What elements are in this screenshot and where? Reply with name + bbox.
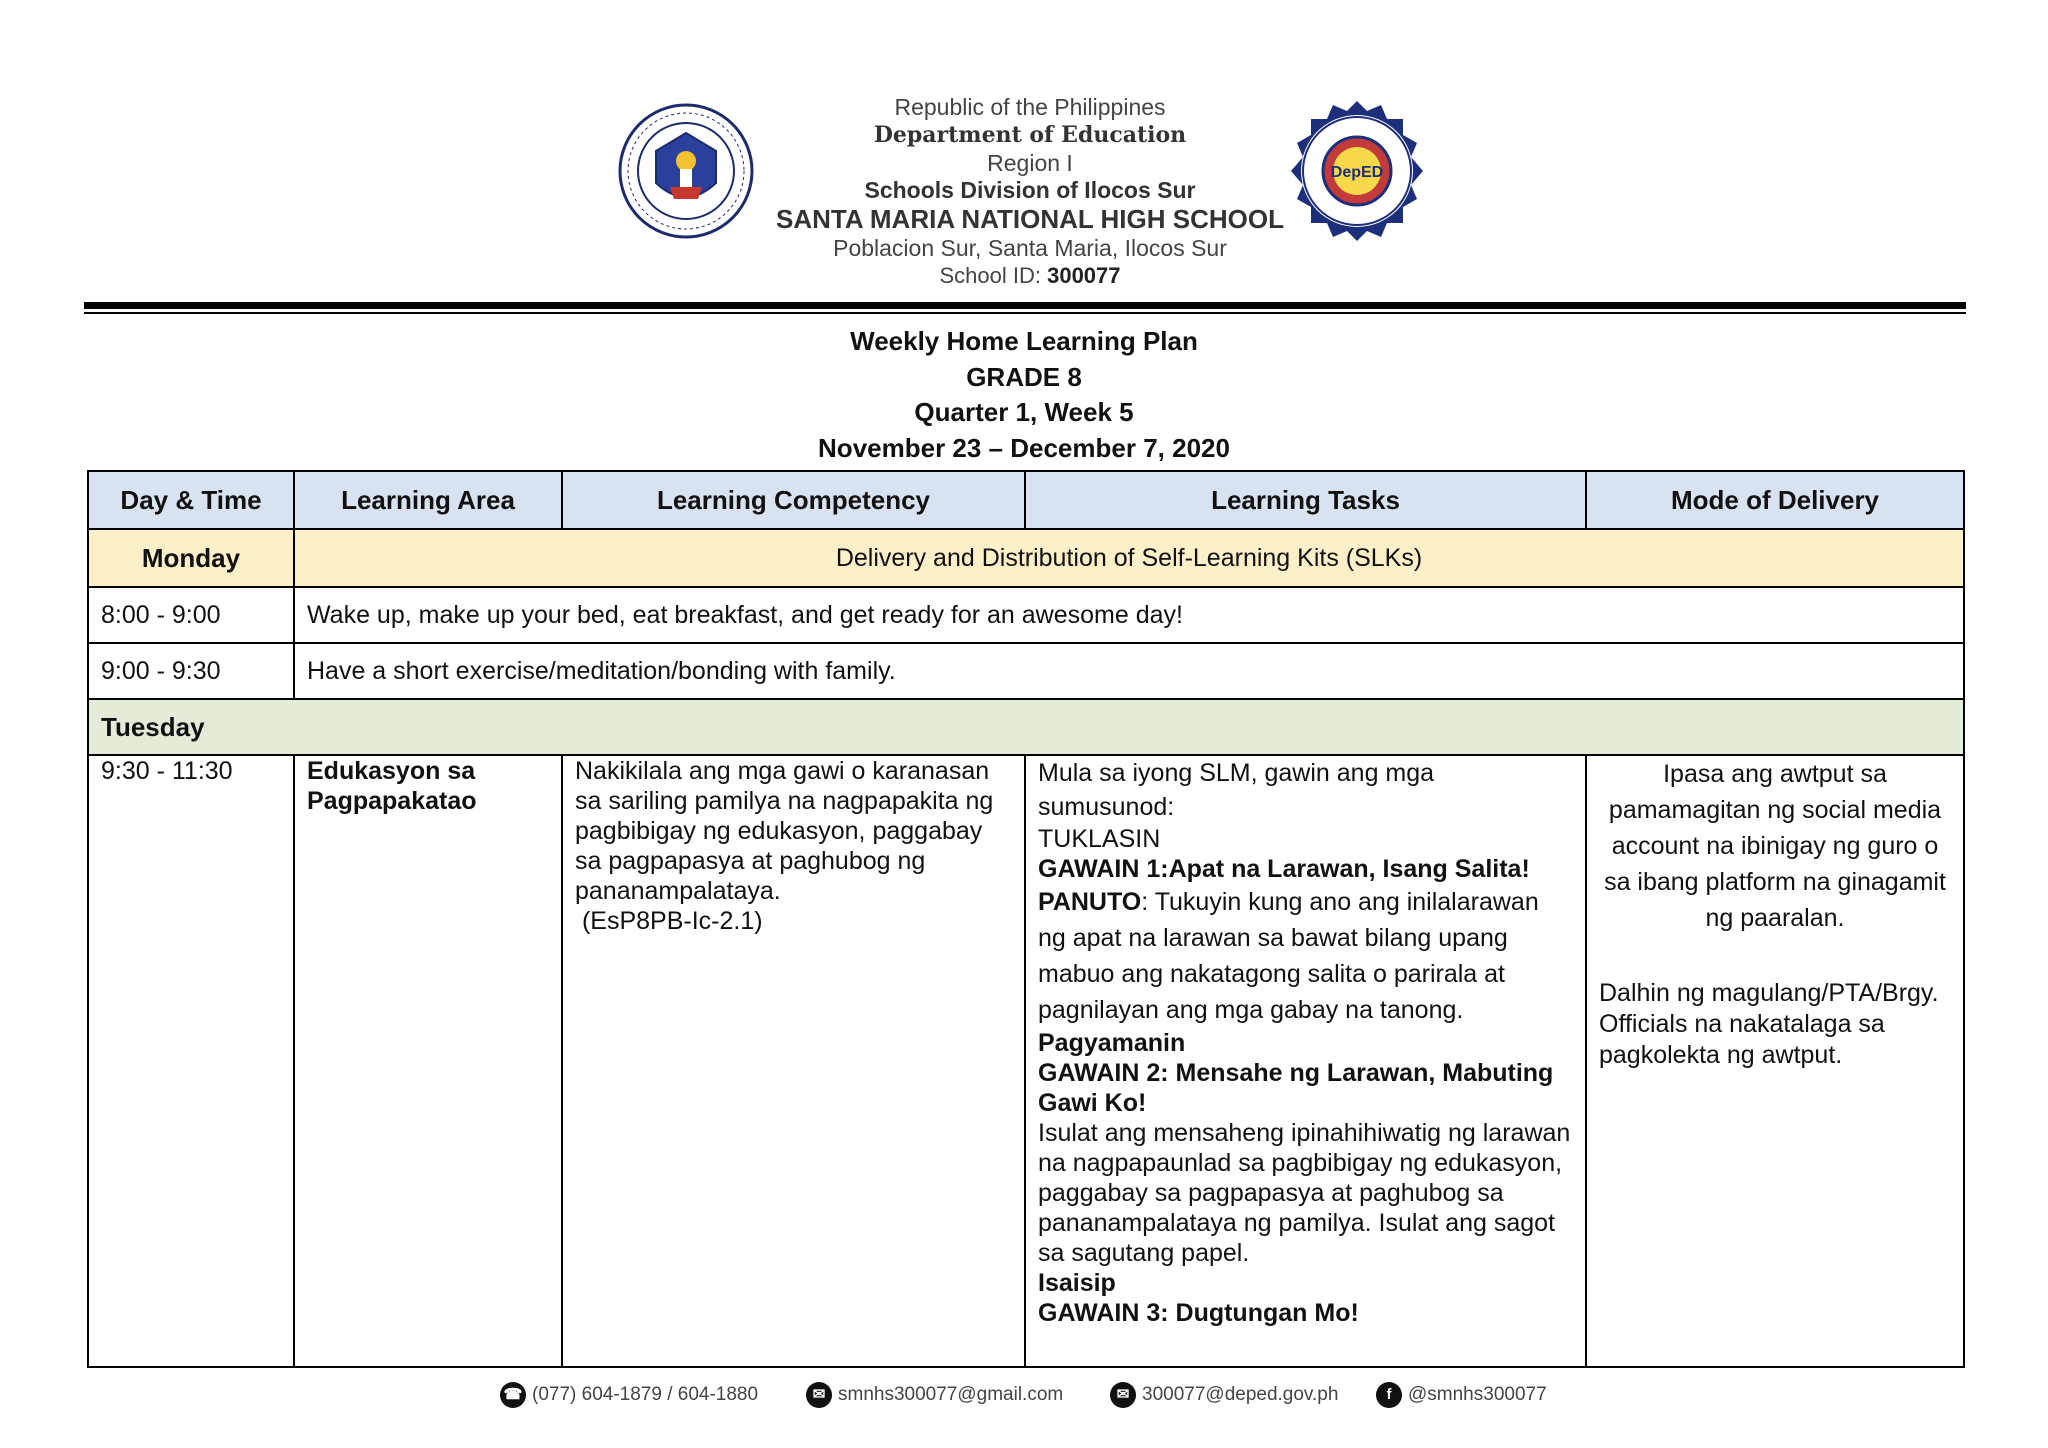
tasks-gawain-1: GAWAIN 1:Apat na Larawan, Isang Salita! <box>1038 855 1530 883</box>
quarter-week: Quarter 1, Week 5 <box>914 397 1134 427</box>
tasks-intro: Mula sa iyong SLM, gawin ang mga sumusunod: <box>1038 759 1435 821</box>
footer-deped-email-text: 300077@deped.gov.ph <box>1142 1384 1339 1405</box>
learning-area-cell: Edukasyon sa Pagpapakatao <box>294 755 562 1367</box>
tasks-gawain-2: GAWAIN 2: Mensahe ng Larawan, Mabuting Gawi Ko! <box>1038 1059 1554 1117</box>
header-republic: Republic of the Philippines <box>894 94 1166 120</box>
svg-text:DepED: DepED <box>1330 164 1384 181</box>
footer-phone-text: (077) 604-1879 / 604-1880 <box>532 1384 759 1405</box>
table-header-row <box>88 471 1964 529</box>
header-division: Schools Division of Ilocos Sur <box>864 177 1196 203</box>
deped-mail-icon: ✉ <box>1110 1382 1136 1408</box>
table-row <box>88 643 1964 699</box>
header-address: Poblacion Sur, Santa Maria, Ilocos Sur <box>833 235 1227 261</box>
time-cell: 8:00 - 9:00 <box>88 587 294 643</box>
activity-cell: Have a short exercise/meditation/bonding with family. <box>294 643 1964 699</box>
school-id-value: 300077 <box>1047 263 1121 288</box>
footer-deped-email <box>1110 1382 1338 1408</box>
tuesday-label: Tuesday <box>88 699 1964 755</box>
tasks-isaisip: Isaisip <box>1038 1269 1116 1297</box>
footer-gmail <box>806 1382 1063 1408</box>
header-school-id <box>700 263 1360 289</box>
col-header-mode-of-delivery: Mode of Delivery <box>1586 471 1964 529</box>
learning-tasks-cell <box>1025 755 1586 1367</box>
tasks-tuklasin: TUKLASIN <box>1038 825 1161 853</box>
time-cell: 9:00 - 9:30 <box>88 643 294 699</box>
tuesday-row <box>88 699 1964 755</box>
footer-facebook <box>1376 1382 1547 1408</box>
tasks-panuto <box>1038 884 1573 1028</box>
col-header-day-time: Day & Time <box>88 471 294 529</box>
footer-facebook-text: @smnhs300077 <box>1408 1384 1547 1405</box>
footer-phone <box>500 1382 758 1408</box>
monday-label: Monday <box>88 529 294 587</box>
school-id-label: School ID: <box>939 263 1041 288</box>
learning-plan-table <box>87 470 1965 1368</box>
mode-online: Ipasa ang awtput sa pamamagitan ng social media account na ibinigay ng guro o sa ibang platform na ginagamit ng paaralan. <box>1604 760 1946 932</box>
panuto-text: : Tukuyin kung ano ang inilalarawan ng apat na larawan sa bawat bilang upang mabuo ang nakatagong salita o parirala at pagnilayan ang mga gabay na tanong. <box>1038 888 1539 1024</box>
date-range: November 23 – December 7, 2020 <box>818 433 1230 463</box>
facebook-icon: f <box>1376 1382 1402 1408</box>
table-row <box>88 755 1964 1367</box>
mode-of-delivery-cell <box>1586 755 1964 1367</box>
header-region: Region I <box>987 150 1073 176</box>
header-divider-thin <box>84 312 1966 314</box>
learning-competency-cell <box>562 755 1025 1367</box>
plan-title: Weekly Home Learning Plan <box>850 326 1198 356</box>
tasks-pagyamanin: Pagyamanin <box>1038 1029 1186 1057</box>
table-row <box>88 587 1964 643</box>
mail-icon: ✉ <box>806 1382 832 1408</box>
col-header-learning-area: Learning Area <box>294 471 562 529</box>
header-department: Department of Education <box>873 122 1187 148</box>
header-school-name: SANTA MARIA NATIONAL HIGH SCHOOL <box>776 204 1284 234</box>
competency-text: Nakikilala ang mga gawi o karanasan sa sariling pamilya na nagpapakita ng pagbibigay ng edukasyon, paggabay sa pagpapasya at paghubog ng pananampalataya. <box>575 757 994 905</box>
monday-activity: Delivery and Distribution of Self-Learning Kits (SLKs) <box>294 529 1964 587</box>
activity-cell: Wake up, make up your bed, eat breakfast, and get ready for an awesome day! <box>294 587 1964 643</box>
mode-pickup: Dalhin ng magulang/PTA/Brgy. Officials na nakatalaga sa pagkolekta ng awtput. <box>1599 979 1939 1069</box>
col-header-learning-tasks: Learning Tasks <box>1025 471 1586 529</box>
time-cell: 9:30 - 11:30 <box>88 755 294 1367</box>
col-header-learning-competency: Learning Competency <box>562 471 1025 529</box>
phone-icon: ☎ <box>500 1382 526 1408</box>
monday-row <box>88 529 1964 587</box>
panuto-label: PANUTO <box>1038 888 1142 916</box>
footer-gmail-text: smnhs300077@gmail.com <box>838 1384 1064 1405</box>
tasks-gawain-3: GAWAIN 3: Dugtungan Mo! <box>1038 1299 1359 1327</box>
tasks-gawain-2-text: Isulat ang mensaheng ipinahihiwatig ng larawan na nagpapaunlad sa pagbibigay ng edukasyon, paggabay sa pagpapasya at paghubog sa pananampalataya ng pamilya. Isulat ang sagot sa sagutang papel. <box>1038 1119 1571 1267</box>
header-divider <box>84 302 1966 309</box>
grade-level: GRADE 8 <box>966 362 1082 392</box>
competency-code: (EsP8PB-Ic-2.1) <box>581 907 763 935</box>
